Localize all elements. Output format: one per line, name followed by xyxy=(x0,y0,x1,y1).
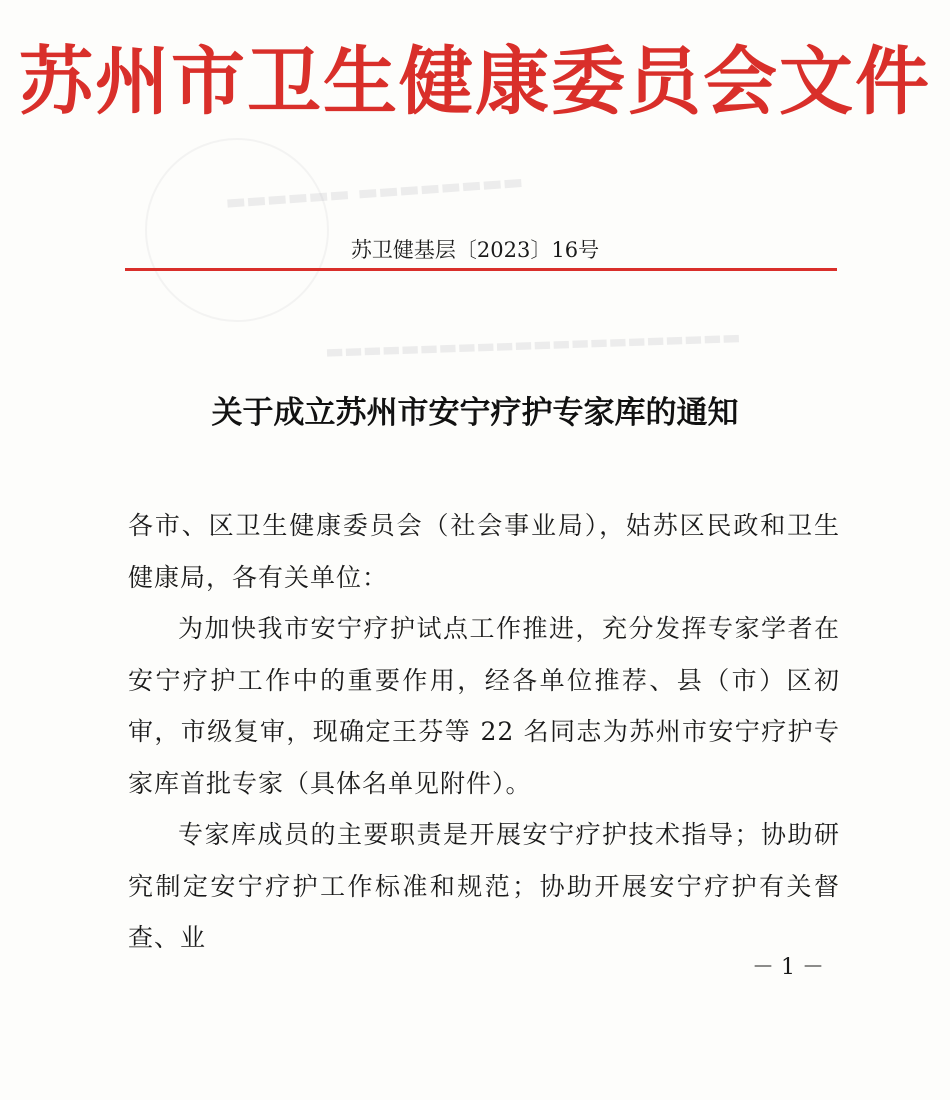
paragraph: 专家库成员的主要职责是开展安宁疗护技术指导；协助研究制定安宁疗护工作标准和规范；协助开展安宁疗护有关督查、业 xyxy=(128,820,840,952)
document-title: 关于成立苏州市安宁疗护专家库的通知 xyxy=(211,395,739,431)
paragraph: 为加快我市安宁疗护试点工作推进，充分发挥专家学者在安宁疗护工作中的重要作用，经各单位推荐、县（市）区初审，市级复审，现确定王芬等 22 名同志为苏州市安宁疗护专家库首批专家（具体名单见附件）。 xyxy=(128,614,840,798)
document-number: 苏卫健基层〔2023〕16号 xyxy=(350,238,600,262)
bleed-through-seal xyxy=(145,138,329,322)
document-masthead: 苏州市卫生健康委员会文件 xyxy=(19,39,931,125)
red-header-rule xyxy=(125,268,837,271)
page-number: － 1 － xyxy=(752,955,824,980)
salutation: 各市、区卫生健康委员会（社会事业局），姑苏区民政和卫生健康局，各有关单位： xyxy=(128,511,840,592)
document-body xyxy=(128,500,840,964)
bleed-through-text: ▬▬▬▬▬▬▬▬▬▬▬▬▬▬▬▬▬▬▬▬▬▬ xyxy=(324,324,742,364)
bleed-through-text: ▬▬▬▬▬▬ ▬▬▬▬▬▬▬▬ xyxy=(224,169,525,216)
